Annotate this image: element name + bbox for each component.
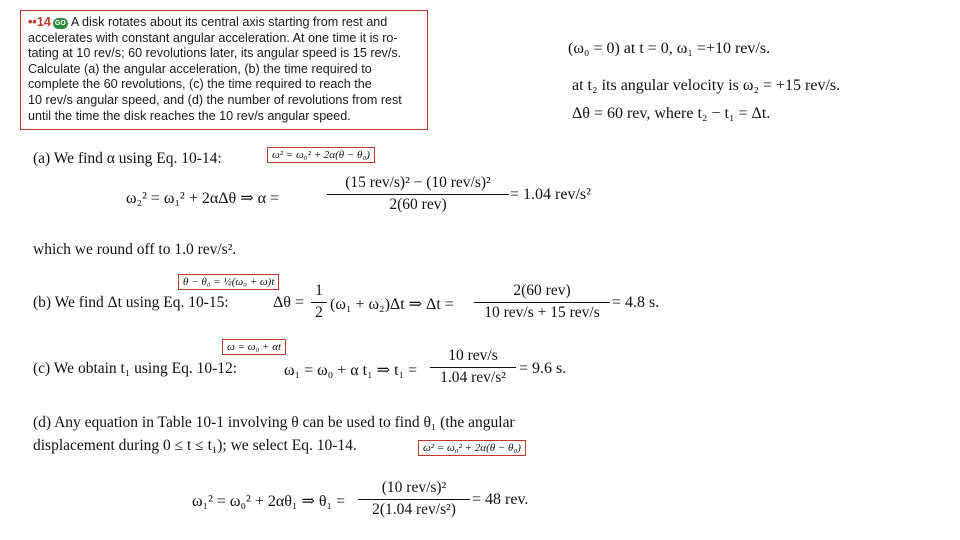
part-d-equation-lhs: ω₁² = ω₀² + 2αθ₁ ⇒ θ₁ = <box>192 493 346 510</box>
part-b-denominator: 10 rev/s + 15 rev/s <box>484 304 600 321</box>
half-numerator: 1 <box>315 282 323 299</box>
problem-statement-box <box>20 10 428 130</box>
part-b-fraction <box>474 282 610 322</box>
problem-line: Calculate (a) the angular acceleration, (b) the time required to <box>28 61 372 76</box>
half-denominator: 2 <box>315 304 323 321</box>
problem-line: 10 rev/s angular speed, and (d) the number of revolutions from rest <box>28 92 402 107</box>
part-a-result: = 1.04 rev/s² <box>510 186 591 203</box>
part-c-intro: (c) We obtain t₁ using Eq. 10-12: <box>33 360 238 377</box>
part-c-equation-lhs: ω₁ = ω₀ + α t₁ ⇒ t₁ = <box>284 362 418 379</box>
given-final-velocity: at t₂ its angular velocity is ω₂ = +15 rev/s. <box>572 77 841 94</box>
problem-first-line <box>28 15 421 31</box>
part-b-numerator: 2(60 rev) <box>513 282 571 299</box>
part-d-reference-equation: ω² = ω₀² + 2α(θ − θ₀) <box>418 440 526 456</box>
part-b-reference-equation: θ − θ₀ = ½(ω₀ + ω)t <box>178 274 279 290</box>
part-d-numerator: (10 rev/s)² <box>381 479 447 496</box>
part-c-fraction <box>430 347 516 387</box>
problem-line: tating at 10 rev/s; 60 revolutions later, its angular speed is 15 rev/s. <box>28 46 402 61</box>
part-b-equation-lhs: Δθ = <box>273 294 304 311</box>
part-d-denominator: 2(1.04 rev/s²) <box>372 501 456 518</box>
part-d-result: = 48 rev. <box>472 491 529 508</box>
part-c-denominator: 1.04 rev/s² <box>440 369 506 386</box>
problem-line: accelerates with constant angular acceleration. At one time it is ro- <box>28 30 398 45</box>
given-initial-conditions: (ω₀ = 0) at t = 0, ω₁ =+10 rev/s. <box>568 40 771 57</box>
part-d-text-line-2: displacement during 0 ≤ t ≤ t₁); we select Eq. 10-14. <box>33 437 357 454</box>
part-c-numerator: 10 rev/s <box>448 347 498 364</box>
part-d-text-line-1: (d) Any equation in Table 10-1 involving θ can be used to find θ₁ (the angular <box>33 414 515 431</box>
part-c-reference-equation: ω = ω₀ + αt <box>222 339 286 355</box>
part-a-reference-equation: ω² = ω₀² + 2α(θ − θ₀) <box>267 147 375 163</box>
problem-line: A disk rotates about its central axis starting from rest and <box>70 15 388 29</box>
part-c-result: = 9.6 s. <box>519 360 567 377</box>
part-b-result: = 4.8 s. <box>612 294 660 311</box>
problem-number: ••14 <box>28 15 51 29</box>
part-a-fraction <box>327 174 509 214</box>
part-b-one-half <box>311 282 327 322</box>
given-displacement: Δθ = 60 rev, where t₂ − t₁ = Δt. <box>572 105 771 122</box>
problem-line: until the time the disk reaches the 10 rev/s angular speed. <box>28 108 351 123</box>
go-tutorial-icon: GO <box>53 18 68 29</box>
problem-line: complete the 60 revolutions, (c) the time required to reach the <box>28 77 372 92</box>
part-a-intro: (a) We find α using Eq. 10-14: <box>33 150 222 167</box>
part-a-numerator: (15 rev/s)² − (10 rev/s)² <box>345 174 491 191</box>
part-b-intro: (b) We find Δt using Eq. 10-15: <box>33 294 229 311</box>
part-a-equation-lhs: ω₂² = ω₁² + 2αΔθ ⇒ α = <box>126 190 280 207</box>
part-a-denominator: 2(60 rev) <box>389 196 447 213</box>
part-b-equation-middle: (ω₁ + ω₂)Δt ⇒ Δt = <box>330 296 454 313</box>
part-a-rounding-note: which we round off to 1.0 rev/s². <box>33 241 237 258</box>
part-d-fraction <box>358 479 470 519</box>
